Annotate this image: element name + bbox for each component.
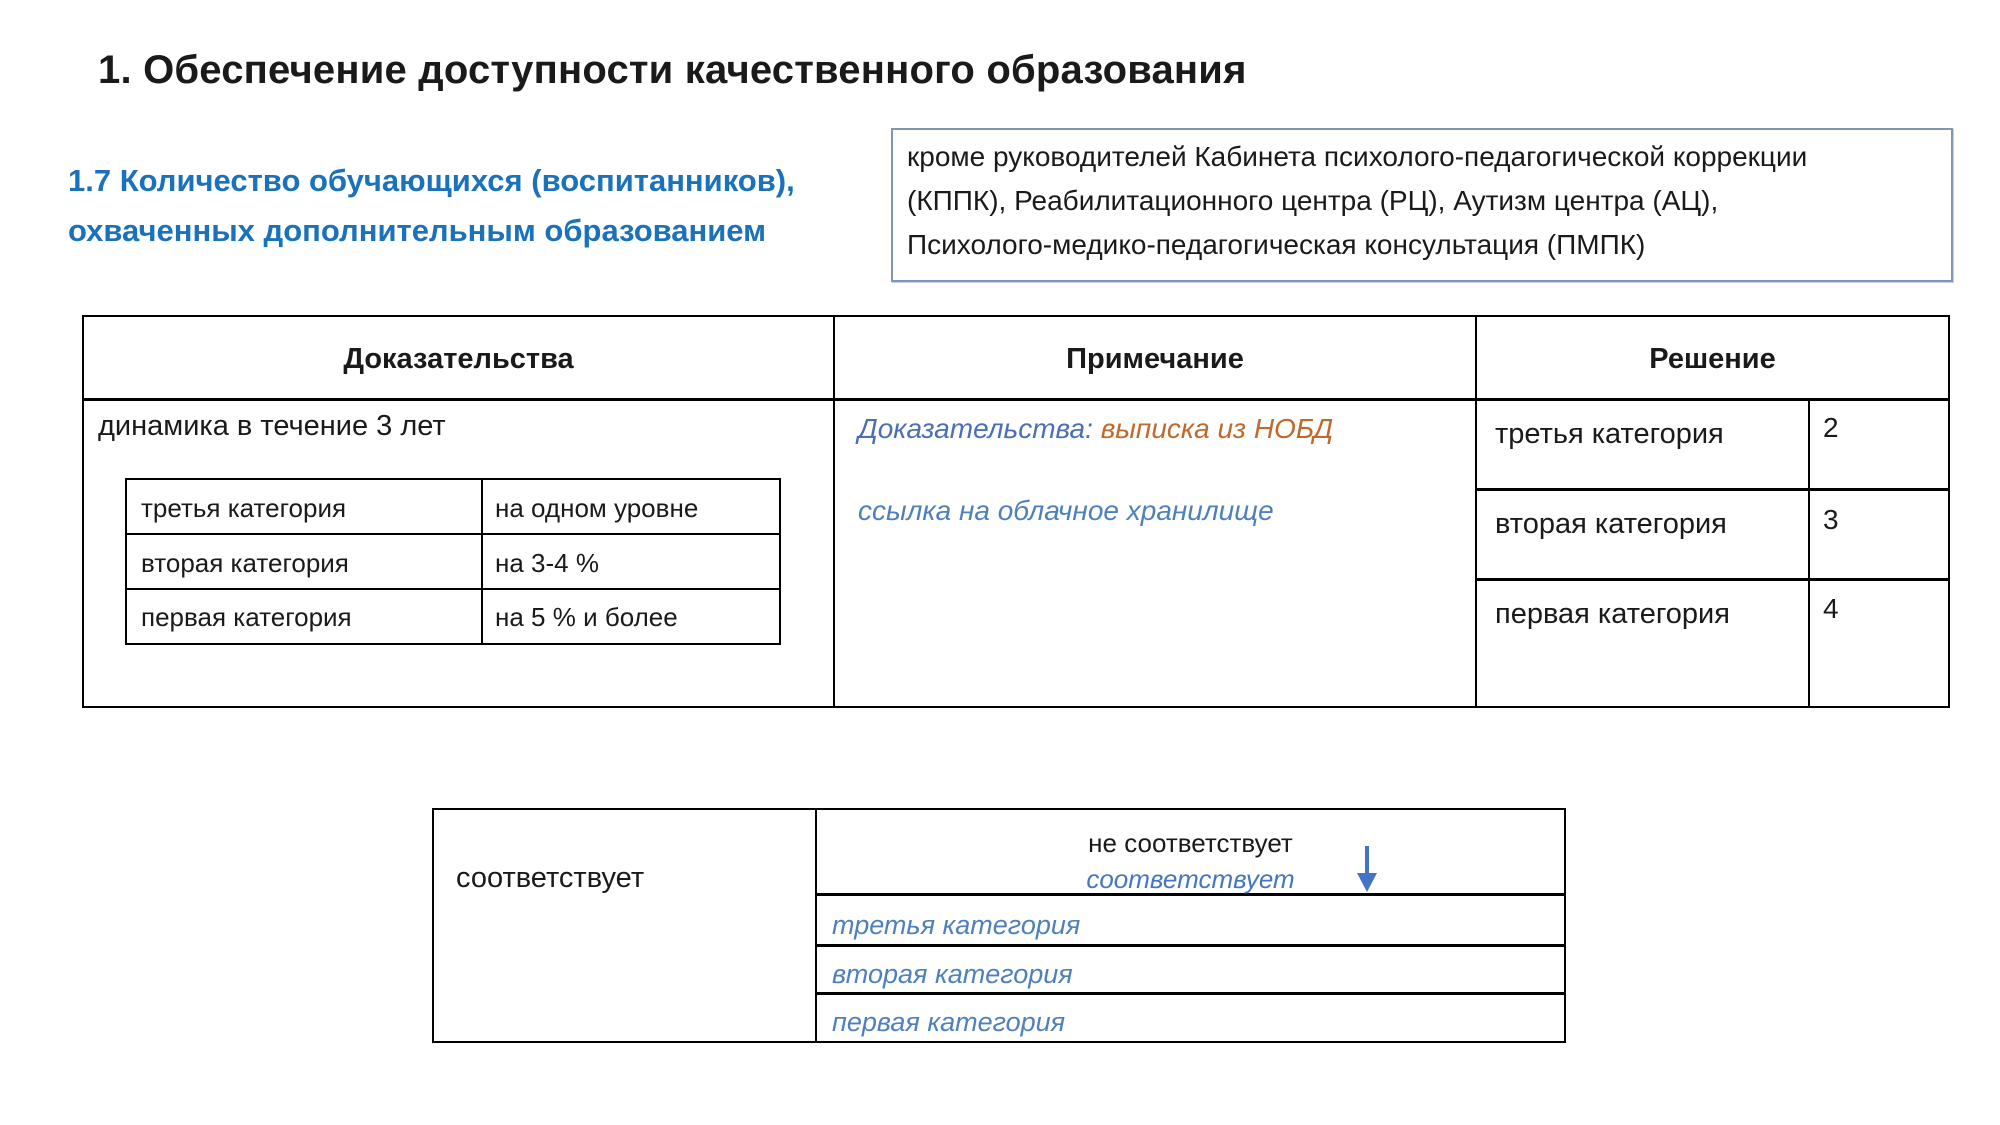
note-evidence-label: Доказательства: [858,413,1101,444]
table-divider [1477,488,1948,491]
indicator-heading [68,156,795,256]
note-box-line: кроме руководителей Кабинета психолого-педагогической коррекции [907,141,1808,172]
compliance-row-category: третья категория [832,910,1081,940]
compliance-left-label: соответствует [456,862,645,894]
table-divider [817,992,1564,995]
column-header-note: Примечание [1066,343,1244,375]
compliance-row-category: вторая категория [832,959,1073,989]
decision-score: 2 [1823,412,1839,443]
table-divider [817,944,1564,947]
compliance-table [432,808,1566,1043]
table-divider [1477,578,1948,581]
table-divider [127,533,779,535]
note-evidence-line [858,413,1333,445]
decision-category: третья категория [1495,418,1724,450]
note-evidence-type: выписка из НОБД [1100,413,1334,444]
criteria-subtable [125,478,781,645]
compliance-header-conform: соответствует [1086,864,1295,894]
criteria-value: на 3-4 % [495,548,599,578]
page-title: 1. Обеспечение доступности качественного образования [98,48,1247,92]
down-arrow-icon [1354,844,1380,894]
table-divider [84,398,1948,401]
criteria-category: третья категория [141,493,347,523]
criteria-category: вторая категория [141,548,349,578]
indicator-line-1: 1.7 Количество обучающихся (воспитанников), [68,163,795,198]
exception-note-box [891,128,1953,282]
decision-category: первая категория [1495,598,1730,630]
column-header-decision: Решение [1649,343,1776,375]
table-divider [127,588,779,590]
evidence-intro-text: динамика в течение 3 лет [98,410,446,442]
decision-category: вторая категория [1495,508,1727,540]
note-storage-link-text: ссылка на облачное хранилище [858,495,1274,526]
indicator-line-2: охваченных дополнительным образованием [68,213,767,248]
decision-score: 3 [1823,504,1839,535]
criteria-value: на одном уровне [495,493,699,523]
criteria-table [82,315,1950,708]
compliance-header-not-conform: не соответствует [1088,828,1293,858]
criteria-value: на 5 % и более [495,602,678,632]
table-divider [1808,398,1810,706]
table-divider [481,480,483,643]
note-box-line: (КППК), Реабилитационного центра (РЦ), Аутизм центра (АЦ), [907,185,1719,216]
criteria-category: первая категория [141,602,352,632]
note-box-line: Психолого-медико-педагогическая консультация (ПМПК) [907,229,1646,260]
compliance-row-category: первая категория [832,1007,1066,1037]
column-header-evidence: Доказательства [343,343,574,375]
decision-score: 4 [1823,593,1839,624]
